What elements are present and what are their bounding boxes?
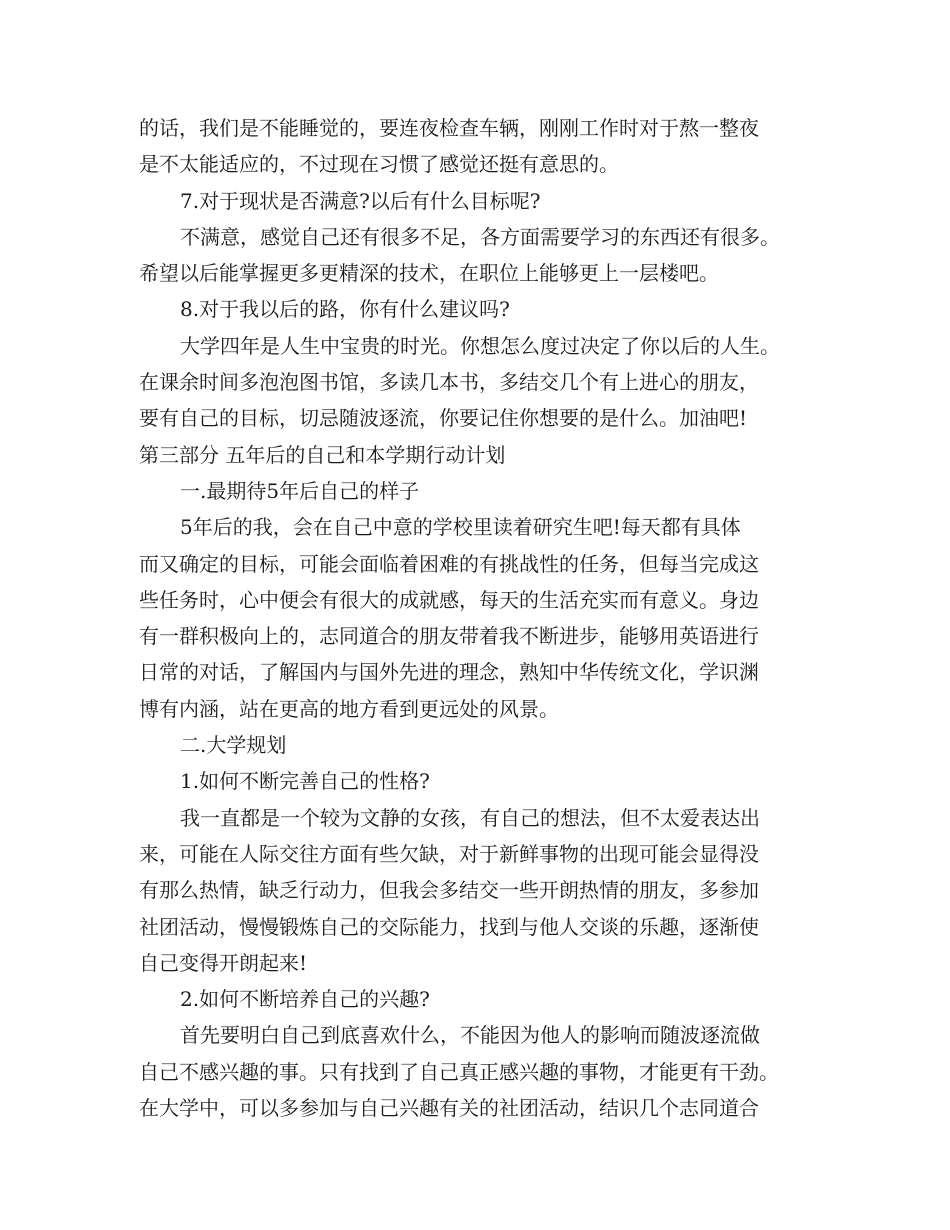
text-line: 我一直都是一个较为文静的女孩，有自己的想法，但不太爱表达出 xyxy=(180,805,760,830)
text-line: 要有自己的目标，切忌随波逐流，你要记住你想要的是什么。加油吧! xyxy=(139,406,748,431)
text-line: 在大学中，可以多参加与自己兴趣有关的社团活动，结识几个志同道合 xyxy=(139,1096,759,1121)
text-line: 来，可能在人际交往方面有些欠缺，对于新鲜事物的出现可能会显得没 xyxy=(139,841,759,866)
text-line: 自己不感兴趣的事。只有找到了自己真正感兴趣的事物，才能更有干劲。 xyxy=(139,1059,779,1084)
text-line: 的话，我们是不能睡觉的，要连夜检查车辆，刚刚工作时对于熬一整夜 xyxy=(139,116,759,140)
text-line: 有那么热情，缺乏行动力，但我会多结交一些开朗热情的朋友，多参加 xyxy=(139,878,759,903)
text-line: 第三部分 五年后的自己和本学期行动计划 xyxy=(139,442,506,467)
text-line: 是不太能适应的，不过现在习惯了感觉还挺有意思的。 xyxy=(139,152,619,177)
text-line: 一.最期待5年后自己的样子 xyxy=(180,478,420,503)
document-body xyxy=(139,110,829,1126)
text-line: 日常的对话，了解国内与国外先进的理念，熟知中华传统文化，学识渊 xyxy=(139,660,759,685)
text-line: 希望以后能掌握更多更精深的技术，在职位上能够更上一层楼吧。 xyxy=(139,261,719,286)
text-line: 7.对于现状是否满意?以后有什么目标呢? xyxy=(180,188,541,213)
text-line: 而又确定的目标，可能会面临着困难的有挑战性的任务，但每当完成这 xyxy=(139,551,759,576)
text-line: 1.如何不断完善自己的性格? xyxy=(180,769,430,794)
text-line: 大学四年是人生中宝贵的时光。你想怎么度过决定了你以后的人生。 xyxy=(180,333,780,358)
text-line: 在课余时间多泡泡图书馆，多读几本书，多结交几个有上进心的朋友， xyxy=(139,370,759,395)
text-line: 自己变得开朗起来! xyxy=(139,950,308,975)
text-line: 首先要明白自己到底喜欢什么，不能因为他人的影响而随波逐流做 xyxy=(180,1023,760,1048)
text-line: 2.如何不断培养自己的兴趣? xyxy=(180,987,430,1012)
text-line: 二.大学规划 xyxy=(180,733,287,758)
text-line: 5年后的我，会在自己中意的学校里读着研究生吧!每天都有具体 xyxy=(180,515,741,540)
text-line: 有一群积极向上的，志同道合的朋友带着我不断进步，能够用英语进行 xyxy=(139,624,759,649)
text-line: 博有内涵，站在更高的地方看到更远处的风景。 xyxy=(139,696,559,721)
text-line: 8.对于我以后的路，你有什么建议吗? xyxy=(180,297,510,322)
text-line: 不满意，感觉自己还有很多不足，各方面需要学习的东西还有很多。 xyxy=(180,224,780,249)
text-line: 社团活动，慢慢锻炼自己的交际能力，找到与他人交谈的乐趣，逐渐使 xyxy=(139,914,759,939)
text-line: 些任务时，心中便会有很大的成就感，每天的生活充实而有意义。身边 xyxy=(139,587,759,612)
